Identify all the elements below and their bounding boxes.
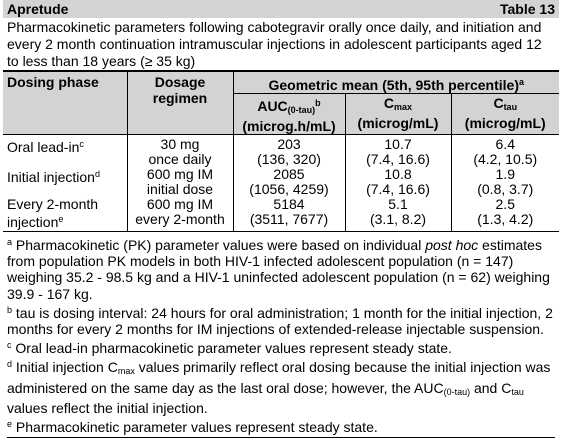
table-footnotes [3,231,559,438]
table-caption: Pharmacokinetic parameters following cabotegravir orally once daily, and initiation and every 2 month continuation intramuscular injections in adolescent participants aged 12 to less than 18 years (≥ 35 kg) [7,19,542,69]
table-title-bar [3,0,559,18]
pk-table [3,70,559,231]
cell-cmax: 5.1 (3.1, 8.2) [345,197,451,231]
table-row [3,197,559,231]
footnote-b: $^b$ tau is dosing interval: 24 hours for oral administration; 1 month for the initial injection, 2 months for every 2 months for IM injections of extended-release injectable suspension. [7,304,553,338]
header-ctau: $C_{tau}$ (microg/mL) [451,94,559,135]
cell-phase: Oral lead-$in^c$ [7,139,84,155]
cell-ctau: 2.5 (1.3, 4.2) [451,197,559,231]
footnote-d: $^d$ Initial injection $C_{max}$ values primarily reflect oral dosing because the initial injection was administered on the same day as the last oral dose; however, the $AUC_{(0-tau)}$ and $C_{tau}$ values reflect the initial injection. [7,359,551,416]
footnote-e: $^e$ Pharmacokinetic parameter values represent steady state. [7,416,555,438]
header-cmax: $C_{max}$ (microg/mL) [345,94,451,135]
cell-phase: Every 2-month injection$^e$ [7,196,99,230]
cell-auc: 203 (136, 320) [233,135,345,168]
cell-ctau: 1.9 (0.8, 3.7) [451,167,559,197]
cell-auc: 2085 (1056, 4259) [233,167,345,197]
cell-regimen: 600 mg IM initial dose [127,167,233,197]
cell-auc: 5184 (3511, 7677) [233,197,345,231]
table-row [3,135,559,168]
table-number: Table 13 [500,1,555,17]
cell-regimen: 600 mg IM every 2-month [127,197,233,231]
footnote-a: $^a$ Pharmacokinetic (PK) parameter values were based on individual post hoc estimates from population PK models in both HIV-1 infected adolescent population (n = 147) weighing 35.2 - 98.5 kg and a HIV-1 uninfected adolescent population (n = 62) weighing 39.9 - 167 kg. [7,237,550,302]
table-row [3,167,559,197]
cell-cmax: 10.8 (7.4, 16.6) [345,167,451,197]
cell-ctau: 6.4 (4.2, 10.5) [451,135,559,168]
footnote-c: $^c$ Oral lead-in pharmacokinetic parameter values represent steady state. [7,340,452,357]
cell-regimen: 30 mg once daily [127,135,233,168]
header-dosage-regimen: Dosage regimen [127,71,233,135]
cell-cmax: 10.7 (7.4, 16.6) [345,135,451,168]
document-page [3,0,559,447]
product-name: Apretude [7,1,69,17]
header-auc: $AUC_{(0-tau)}^b$ (microg.h/mL) [233,94,345,135]
cell-phase: Initial injection$^d$ [7,169,100,185]
header-dosing-phase: Dosing phase [3,71,127,135]
header-geometric-mean: Geometric mean (5th, 95th percentile)$^a$ [233,71,559,94]
